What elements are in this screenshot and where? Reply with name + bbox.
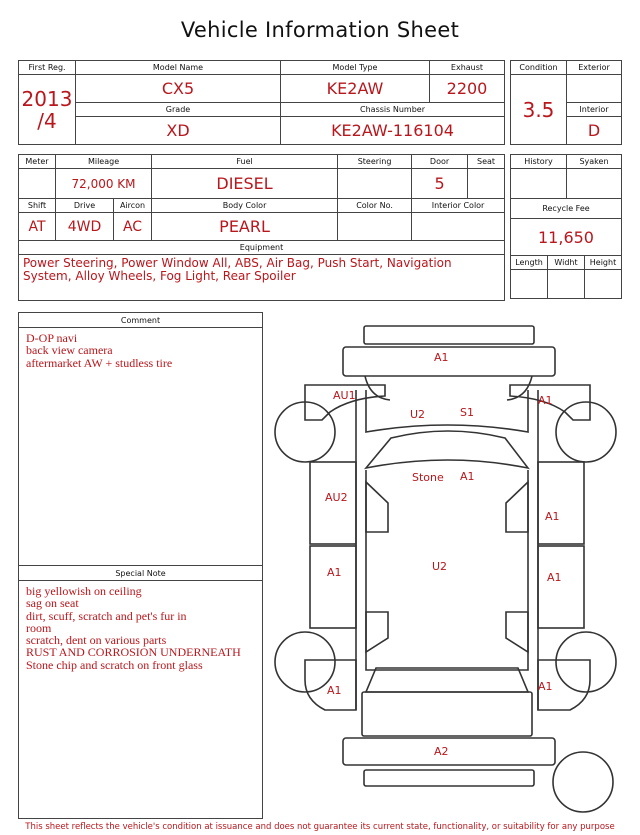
recycle-label: Recycle Fee xyxy=(511,199,622,219)
mark-left-front-fender: AU1 xyxy=(333,389,356,402)
special-note-box xyxy=(18,565,263,819)
door-label: Door xyxy=(412,155,468,169)
right-rear-wheel xyxy=(556,632,616,692)
body-color-label: Body Color xyxy=(152,199,338,213)
mark-right-front-door: A1 xyxy=(545,510,560,523)
width-label: Widht xyxy=(548,256,585,270)
condition-score: 3.5 xyxy=(511,75,567,145)
right-rear-door-panel xyxy=(538,546,584,628)
condition-label: Condition xyxy=(511,61,567,75)
drive-value: 4WD xyxy=(56,213,114,241)
fuel-label: Fuel xyxy=(152,155,338,169)
mark-windshield-left: Stone xyxy=(412,471,444,484)
specs-table xyxy=(18,154,505,301)
interior-color-label: Interior Color xyxy=(412,199,505,213)
front-top-strip xyxy=(364,326,534,344)
mark-left-rear-quarter: A1 xyxy=(327,684,342,697)
equipment-label: Equipment xyxy=(19,241,505,255)
history-value xyxy=(511,169,567,199)
syaken-value xyxy=(567,169,622,199)
grade-value: XD xyxy=(76,117,281,145)
height-label: Height xyxy=(585,256,622,270)
seat-label: Seat xyxy=(468,155,505,169)
special-note-label: Special Note xyxy=(19,566,262,581)
mark-right-rear-door: A1 xyxy=(547,571,562,584)
chassis-label: Chassis Number xyxy=(281,103,505,117)
first-reg-month: /4 xyxy=(37,108,57,133)
car-damage-diagram xyxy=(270,320,625,820)
note-line: big yellowish on ceiling xyxy=(26,584,142,598)
page-title: Vehicle Information Sheet xyxy=(180,18,460,42)
left-arch-line xyxy=(365,376,390,400)
equipment-value: Power Steering, Power Window All, ABS, Air Bag, Push Start, Navigation System, Alloy Wheels, Fog Light, Rear Spoiler xyxy=(19,255,505,301)
meter-label: Meter xyxy=(19,155,56,169)
comment-line: D-OP navi xyxy=(26,331,78,345)
height-value xyxy=(585,270,622,299)
right-front-window xyxy=(506,482,528,532)
meter-value xyxy=(19,169,56,199)
shift-label: Shift xyxy=(19,199,56,213)
mark-hood-right: S1 xyxy=(460,406,474,419)
seat-value xyxy=(468,169,505,199)
right-front-door-panel xyxy=(538,462,584,544)
rear-bottom-strip xyxy=(364,770,534,786)
length-label: Length xyxy=(511,256,548,270)
mileage-value: 72,000 KM xyxy=(56,169,152,199)
interior-color-value xyxy=(412,213,505,241)
trunk-panel xyxy=(362,692,532,736)
first-reg-year: 2013 xyxy=(21,86,73,111)
body-color-value: PEARL xyxy=(152,213,338,241)
mark-hood-left: U2 xyxy=(410,408,426,421)
first-reg-value xyxy=(19,75,76,145)
steering-label: Steering xyxy=(338,155,412,169)
comment-label: Comment xyxy=(19,313,262,328)
length-value xyxy=(511,270,548,299)
condition-table xyxy=(510,60,622,145)
special-note-body xyxy=(19,581,262,675)
chassis-value: KE2AW-116104 xyxy=(281,117,505,145)
aircon-label: Aircon xyxy=(114,199,152,213)
left-rear-window xyxy=(366,612,388,652)
mark-right-rear-quarter: A1 xyxy=(538,680,553,693)
exterior-value xyxy=(567,75,622,103)
comment-body xyxy=(19,328,262,373)
shift-value: AT xyxy=(19,213,56,241)
first-reg-label: First Reg. xyxy=(19,61,76,75)
mark-rear-bumper: A2 xyxy=(434,745,449,758)
note-line: sag on seat xyxy=(26,596,79,611)
comment-line: back view camera xyxy=(26,343,113,358)
exhaust-label: Exhaust xyxy=(430,61,505,75)
interior-value: D xyxy=(567,117,622,145)
windshield-shape xyxy=(366,431,528,468)
mark-right-front-fender: A1 xyxy=(538,394,553,407)
mark-left-rear-door: A1 xyxy=(327,566,342,579)
width-value xyxy=(548,270,585,299)
history-label: History xyxy=(511,155,567,169)
grade-label: Grade xyxy=(76,103,281,117)
exhaust-value: 2200 xyxy=(430,75,505,103)
note-line: Stone chip and scratch on front glass xyxy=(26,657,203,672)
side-info-table xyxy=(510,154,622,299)
door-value: 5 xyxy=(412,169,468,199)
syaken-label: Syaken xyxy=(567,155,622,169)
note-line: room xyxy=(26,620,52,635)
note-line: RUST AND CORROSION UNDERNEATH xyxy=(26,645,241,660)
mark-left-front-door: AU2 xyxy=(325,491,348,504)
vehicle-info-table xyxy=(18,60,505,145)
steering-value xyxy=(338,169,412,199)
right-front-wheel xyxy=(556,402,616,462)
right-rear-window xyxy=(506,612,528,652)
model-name-value: CX5 xyxy=(76,75,281,103)
left-rear-door-panel xyxy=(310,546,356,628)
left-front-window xyxy=(366,482,388,532)
exterior-label: Exterior xyxy=(567,61,622,75)
comment-line: aftermarket AW + studless tire xyxy=(26,355,173,370)
note-line: scratch, dent on various parts xyxy=(26,633,167,648)
disclaimer-footer: This sheet reflects the vehicle's condition at issuance and does not guarantee its current state, functionality, or suitability for any purpose xyxy=(25,822,615,832)
rear-bumper-panel xyxy=(343,738,555,765)
color-no-value xyxy=(338,213,412,241)
fuel-value: DIESEL xyxy=(152,169,338,199)
spare-wheel xyxy=(553,752,613,812)
drive-label: Drive xyxy=(56,199,114,213)
front-bumper-panel xyxy=(343,347,555,376)
comment-box xyxy=(18,312,263,566)
model-type-value: KE2AW xyxy=(281,75,430,103)
interior-label: Interior xyxy=(567,103,622,117)
rear-glass-shape xyxy=(366,668,528,692)
mark-roof: U2 xyxy=(432,560,448,573)
mark-windshield-right: A1 xyxy=(460,470,475,483)
note-line: dirt, scuff, scratch and pet's fur in xyxy=(26,608,187,623)
hood-shape xyxy=(366,390,528,432)
mileage-label: Mileage xyxy=(56,155,152,169)
recycle-value: 11,650 xyxy=(511,219,622,256)
model-name-label: Model Name xyxy=(76,61,281,75)
mark-front-bumper: A1 xyxy=(434,351,449,364)
color-no-label: Color No. xyxy=(338,199,412,213)
model-type-label: Model Type xyxy=(281,61,430,75)
aircon-value: AC xyxy=(114,213,152,241)
